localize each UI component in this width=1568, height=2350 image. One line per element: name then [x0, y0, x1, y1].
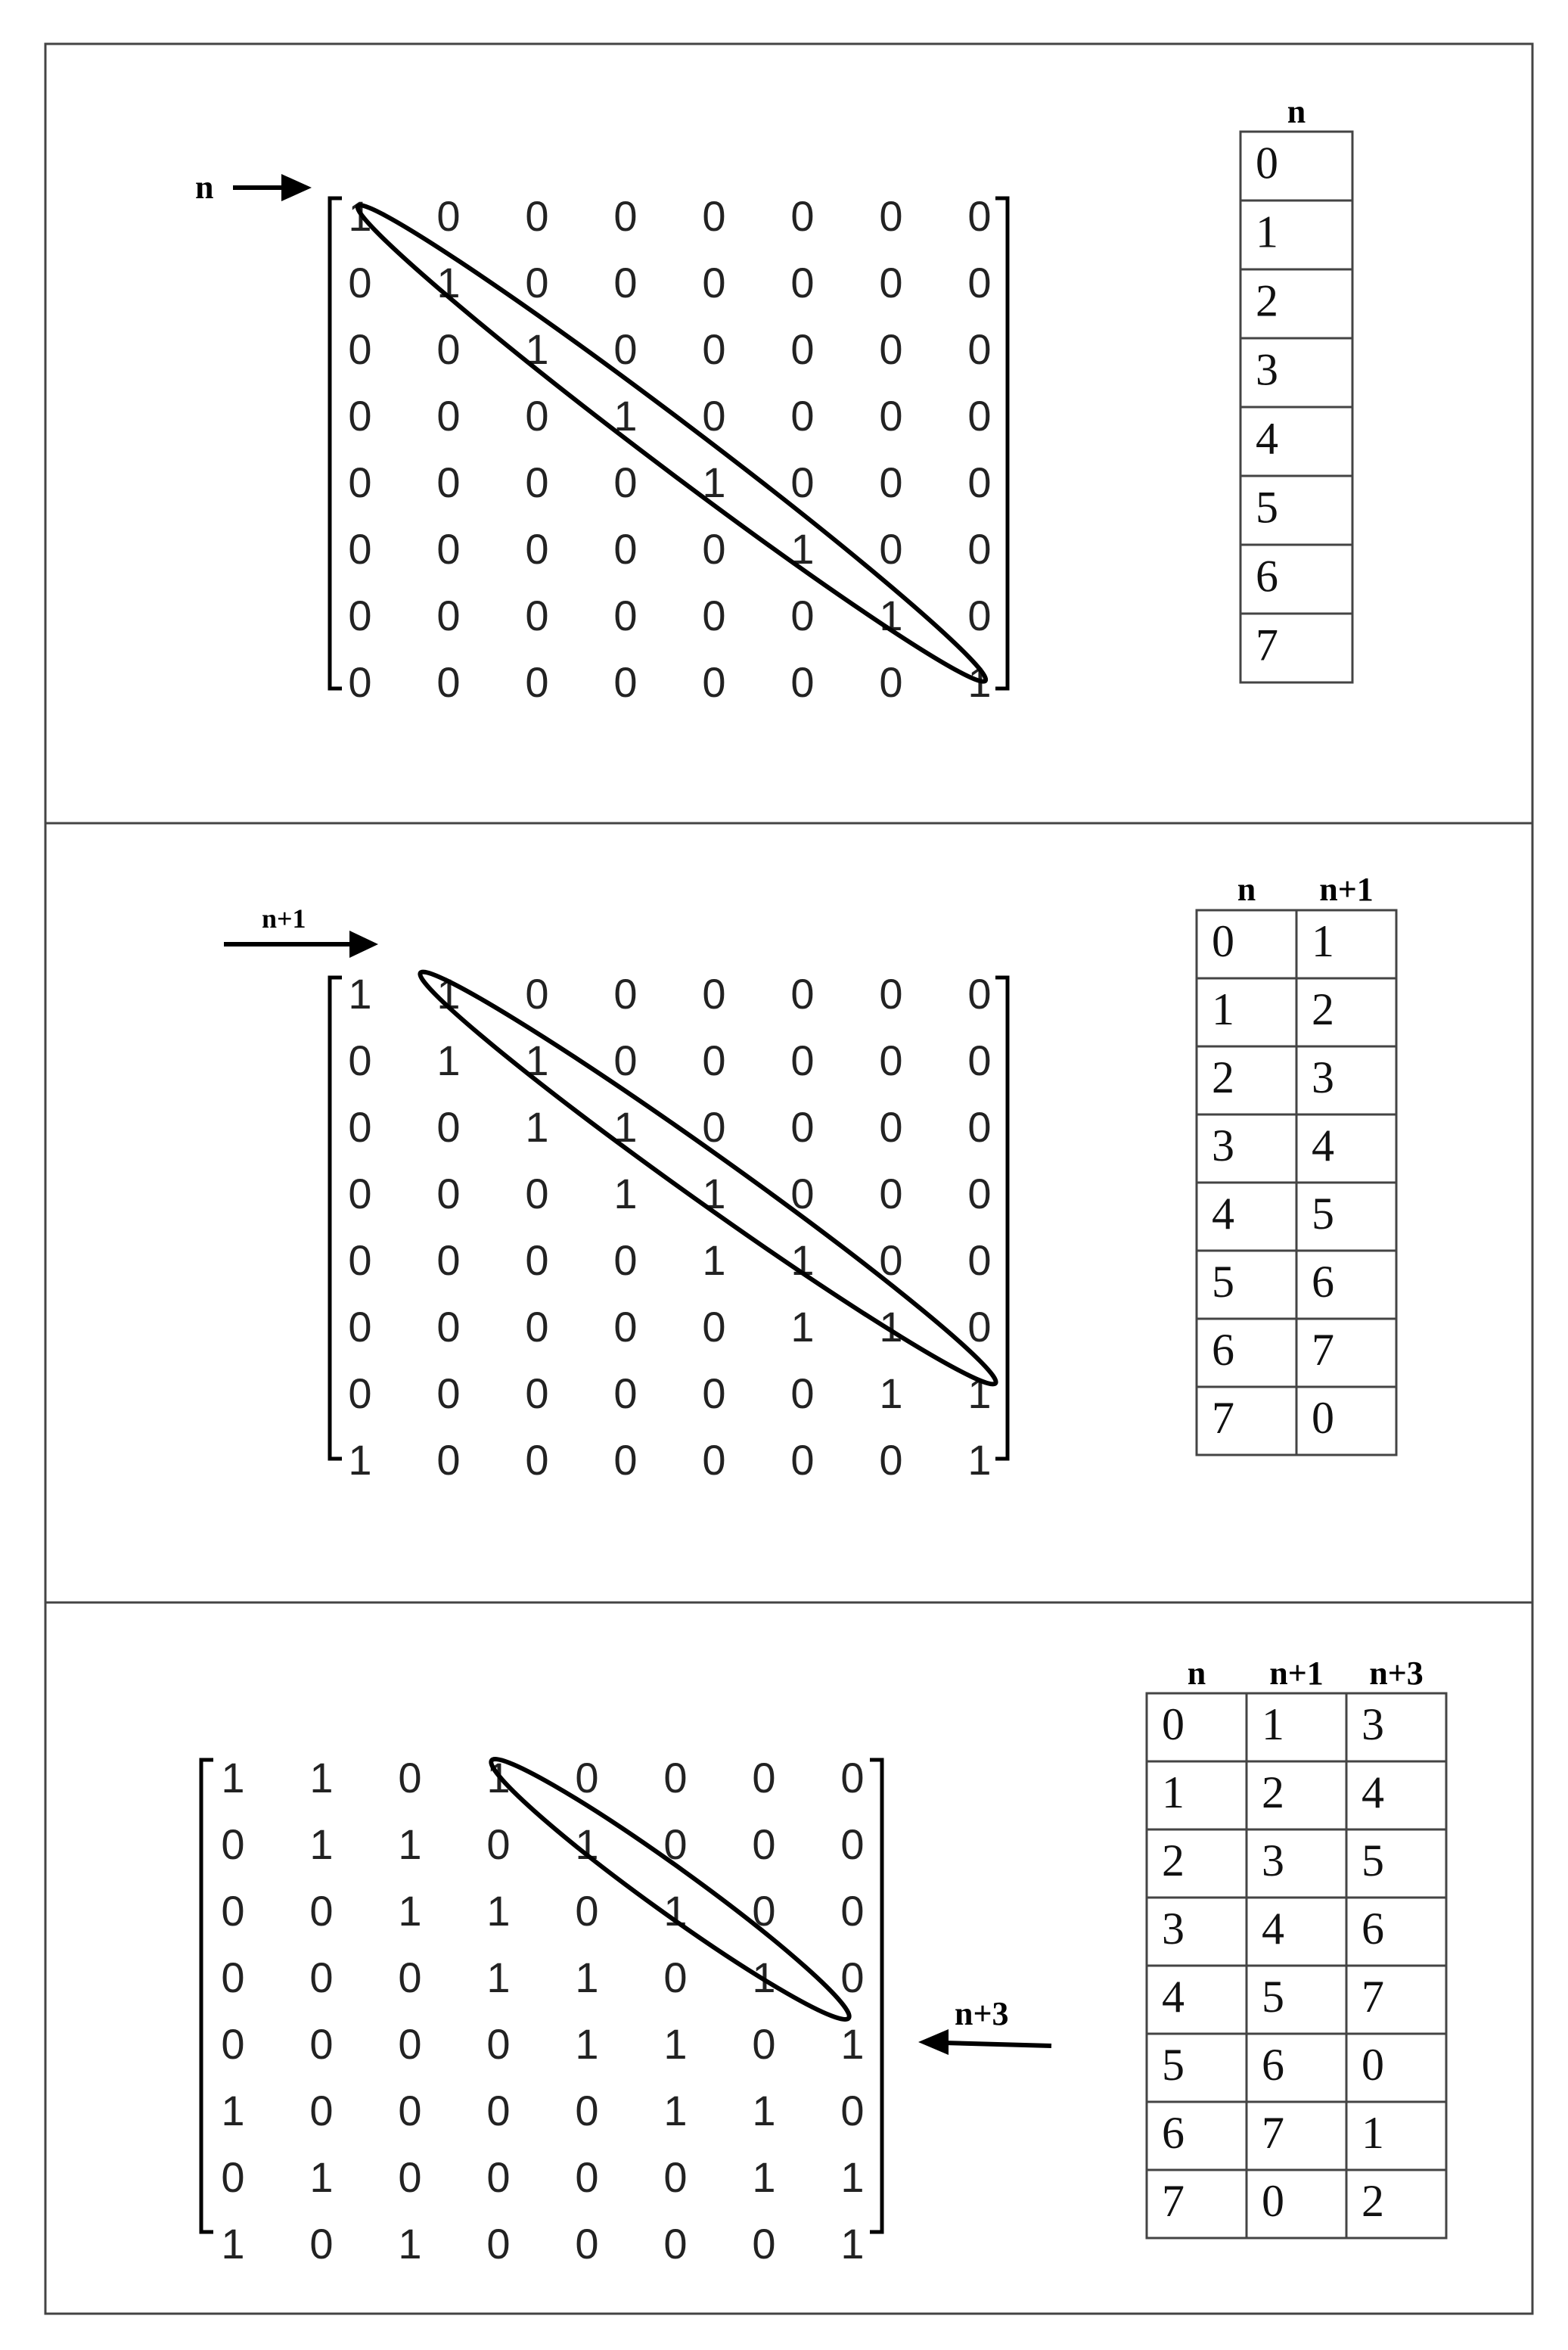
matrix-cell: 0	[790, 391, 815, 440]
matrix-cell: 0	[398, 1753, 422, 1801]
matrix-cell: 1	[967, 1369, 992, 1417]
matrix-cell: 0	[486, 2219, 511, 2268]
matrix-cell: 1	[790, 1236, 815, 1284]
matrix-cell: 1	[967, 657, 992, 706]
arrow-label-n: n	[195, 169, 214, 206]
bracket-right-1	[995, 198, 1008, 689]
matrix-cell: 1	[752, 2153, 776, 2201]
table-header: n	[1287, 93, 1306, 130]
matrix-cell: 0	[663, 1820, 688, 1868]
matrix-cell: 0	[486, 2086, 511, 2134]
table-header: n+1	[1269, 1655, 1324, 1692]
table-cell: 6	[1256, 551, 1278, 601]
matrix-cell: 1	[398, 1820, 422, 1868]
matrix-cell: 0	[790, 458, 815, 506]
matrix-cell: 1	[790, 524, 815, 573]
table-cell: 2	[1212, 1052, 1234, 1102]
matrix-cell: 0	[309, 2219, 334, 2268]
matrix-cell: 1	[879, 1302, 903, 1351]
table-cell: 4	[1312, 1120, 1334, 1170]
table-cell: 3	[1362, 1699, 1384, 1749]
table-cell: 5	[1162, 2039, 1185, 2090]
table-cell: 7	[1162, 2175, 1185, 2226]
table-cell: 0	[1162, 1699, 1185, 1749]
matrix-cell: 0	[879, 325, 903, 373]
matrix-cell: 0	[525, 1302, 549, 1351]
matrix-cell: 1	[575, 1953, 599, 2001]
matrix-cell: 0	[525, 657, 549, 706]
table-header: n+3	[1369, 1655, 1424, 1692]
matrix-1	[348, 192, 991, 706]
matrix-cell: 1	[309, 1820, 334, 1868]
matrix-cell: 0	[436, 325, 461, 373]
matrix-cell: 0	[575, 1886, 599, 1935]
table-header: n+1	[1319, 871, 1374, 908]
matrix-cell: 0	[967, 325, 992, 373]
arrow-label-n-plus-1: n+1	[262, 903, 306, 934]
matrix-cell: 0	[348, 458, 372, 506]
matrix-cell: 0	[790, 657, 815, 706]
arrow-n-plus-1	[224, 931, 378, 958]
matrix-cell: 0	[613, 191, 638, 240]
matrix-cell: 0	[702, 524, 726, 573]
table-cell: 7	[1212, 1392, 1234, 1443]
matrix-cell: 0	[436, 1102, 461, 1151]
matrix-cell: 0	[879, 1036, 903, 1084]
matrix-cell: 0	[221, 1953, 245, 2001]
panel-1	[195, 93, 1352, 706]
matrix-cell: 0	[879, 524, 903, 573]
matrix-cell: 0	[525, 1169, 549, 1217]
matrix-cell: 0	[840, 2086, 865, 2134]
matrix-cell: 1	[348, 191, 372, 240]
matrix-cell: 0	[486, 2019, 511, 2068]
table-cell: 0	[1262, 2175, 1284, 2226]
matrix-3	[221, 1754, 864, 2268]
matrix-cell: 0	[790, 1102, 815, 1151]
matrix-cell: 1	[575, 2019, 599, 2068]
matrix-cell: 0	[309, 1953, 334, 2001]
table-cell: 1	[1162, 1767, 1185, 1817]
table-cell: 4	[1212, 1188, 1234, 1239]
matrix-cell: 0	[398, 2153, 422, 2201]
matrix-cell: 0	[436, 1302, 461, 1351]
bracket-left-2	[330, 978, 342, 1459]
matrix-cell: 0	[702, 657, 726, 706]
matrix-cell: 0	[525, 258, 549, 306]
matrix-cell: 0	[967, 591, 992, 639]
matrix-cell: 0	[613, 1369, 638, 1417]
matrix-cell: 0	[967, 1236, 992, 1284]
matrix-cell: 0	[436, 1236, 461, 1284]
panel-frame-2	[45, 823, 1532, 1602]
table-cell: 5	[1262, 1971, 1284, 2022]
matrix-cell: 0	[790, 1369, 815, 1417]
matrix-cell: 1	[348, 1435, 372, 1484]
table-cell: 3	[1162, 1903, 1185, 1954]
matrix-cell: 0	[879, 969, 903, 1018]
panel-2	[224, 871, 1396, 1484]
matrix-cell: 0	[790, 325, 815, 373]
matrix-cell: 1	[398, 1886, 422, 1935]
matrix-cell: 0	[436, 1435, 461, 1484]
matrix-cell: 1	[525, 325, 549, 373]
matrix-cell: 0	[221, 2153, 245, 2201]
matrix-cell: 0	[348, 657, 372, 706]
table-cell: 4	[1362, 1767, 1384, 1817]
matrix-cell: 0	[663, 2153, 688, 2201]
matrix-cell: 0	[221, 2019, 245, 2068]
matrix-cell: 0	[398, 1953, 422, 2001]
table-cell: 7	[1312, 1324, 1334, 1375]
matrix-cell: 0	[967, 1169, 992, 1217]
matrix-cell: 0	[879, 258, 903, 306]
matrix-cell: 0	[575, 2086, 599, 2134]
matrix-cell: 1	[436, 969, 461, 1018]
table-cell: 3	[1312, 1052, 1334, 1102]
matrix-cell: 0	[221, 1886, 245, 1935]
matrix-cell: 0	[967, 391, 992, 440]
matrix-cell: 0	[790, 191, 815, 240]
matrix-cell: 0	[663, 2219, 688, 2268]
matrix-cell: 1	[663, 1886, 688, 1935]
matrix-cell: 0	[436, 1369, 461, 1417]
matrix-cell: 0	[309, 1886, 334, 1935]
matrix-cell: 1	[752, 1953, 776, 2001]
table-cell: 4	[1256, 413, 1278, 464]
matrix-cell: 0	[790, 591, 815, 639]
matrix-cell: 1	[309, 1753, 334, 1801]
table-cell: 6	[1212, 1324, 1234, 1375]
matrix-cell: 0	[348, 258, 372, 306]
matrix-cell: 0	[309, 2019, 334, 2068]
matrix-cell: 0	[436, 591, 461, 639]
matrix-cell: 0	[702, 1102, 726, 1151]
table-cell: 0	[1312, 1392, 1334, 1443]
table-cell: 4	[1262, 1903, 1284, 1954]
matrix-cell: 0	[525, 969, 549, 1018]
matrix-cell: 0	[613, 524, 638, 573]
table-cell: 2	[1362, 2175, 1384, 2226]
matrix-cell: 0	[309, 2086, 334, 2134]
table-cell: 1	[1256, 207, 1278, 257]
matrix-cell: 1	[436, 1036, 461, 1084]
matrix-cell: 1	[348, 969, 372, 1018]
table-cell: 3	[1212, 1120, 1234, 1170]
table-cell: 5	[1256, 482, 1278, 533]
matrix-cell: 0	[879, 1236, 903, 1284]
matrix-cell: 0	[436, 1169, 461, 1217]
matrix-cell: 1	[752, 2086, 776, 2134]
matrix-cell: 0	[348, 325, 372, 373]
table-cell: 1	[1312, 915, 1334, 966]
table-header: n	[1187, 1655, 1206, 1692]
matrix-cell: 0	[840, 1753, 865, 1801]
table-cell: 6	[1362, 1903, 1384, 1954]
matrix-cell: 0	[348, 1369, 372, 1417]
matrix-cell: 0	[575, 2153, 599, 2201]
matrix-cell: 0	[436, 191, 461, 240]
matrix-cell: 0	[790, 1169, 815, 1217]
table-cell: 6	[1312, 1256, 1334, 1307]
table-cell: 3	[1256, 344, 1278, 395]
matrix-cell: 0	[790, 969, 815, 1018]
table-cell: 1	[1362, 2107, 1384, 2158]
table-cell: 7	[1362, 1971, 1384, 2022]
matrix-cell: 1	[702, 458, 726, 506]
matrix-cell: 0	[967, 969, 992, 1018]
matrix-cell: 0	[613, 458, 638, 506]
matrix-cell: 0	[613, 1236, 638, 1284]
matrix-cell: 0	[790, 258, 815, 306]
table-cell: 6	[1162, 2107, 1185, 2158]
matrix-cell: 0	[525, 191, 549, 240]
matrix-cell: 0	[436, 391, 461, 440]
matrix-cell: 0	[967, 1302, 992, 1351]
table-2	[1197, 871, 1396, 1455]
matrix-cell: 0	[613, 1435, 638, 1484]
matrix-cell: 0	[840, 1886, 865, 1935]
matrix-cell: 0	[702, 391, 726, 440]
matrix-cell: 0	[752, 1820, 776, 1868]
matrix-cell: 1	[221, 2219, 245, 2268]
matrix-cell: 0	[663, 1753, 688, 1801]
matrix-cell: 0	[348, 591, 372, 639]
table-cell: 0	[1212, 915, 1234, 966]
matrix-cell: 0	[525, 591, 549, 639]
matrix-cell: 0	[525, 1236, 549, 1284]
matrix-cell: 0	[613, 591, 638, 639]
arrow-n	[233, 174, 312, 201]
matrix-cell: 0	[525, 1369, 549, 1417]
table-cell: 2	[1312, 984, 1334, 1034]
matrix-cell: 0	[879, 458, 903, 506]
matrix-cell: 0	[398, 2086, 422, 2134]
matrix-cell: 1	[486, 1753, 511, 1801]
matrix-cell: 1	[613, 1102, 638, 1151]
matrix-cell: 0	[790, 1435, 815, 1484]
matrix-cell: 0	[879, 191, 903, 240]
matrix-cell: 0	[702, 191, 726, 240]
matrix-cell: 0	[967, 258, 992, 306]
matrix-cell: 0	[525, 391, 549, 440]
table-cell: 7	[1256, 620, 1278, 670]
bracket-left-3	[201, 1760, 213, 2232]
matrix-cell: 0	[967, 524, 992, 573]
matrix-cell: 0	[967, 1036, 992, 1084]
matrix-cell: 0	[575, 1753, 599, 1801]
matrix-cell: 1	[879, 1369, 903, 1417]
matrix-cell: 0	[967, 1102, 992, 1151]
matrix-cell: 1	[525, 1036, 549, 1084]
matrix-cell: 0	[525, 1435, 549, 1484]
bracket-right-2	[995, 978, 1008, 1459]
matrix-cell: 1	[309, 2153, 334, 2201]
table-cell: 6	[1262, 2039, 1284, 2090]
bracket-left-1	[330, 198, 342, 689]
matrix-cell: 0	[702, 1302, 726, 1351]
matrix-cell: 0	[702, 258, 726, 306]
matrix-cell: 0	[840, 1820, 865, 1868]
table-cell: 7	[1262, 2107, 1284, 2158]
matrix-cell: 0	[348, 1169, 372, 1217]
matrix-cell: 0	[702, 1369, 726, 1417]
table-1	[1240, 93, 1352, 682]
matrix-cell: 0	[752, 2219, 776, 2268]
matrix-cell: 0	[702, 1036, 726, 1084]
table-cell: 2	[1262, 1767, 1284, 1817]
arrow-label-n-plus-3: n+3	[955, 1995, 1009, 2032]
table-cell: 2	[1162, 1835, 1185, 1885]
arrow-n-plus-3	[918, 2029, 1051, 2055]
table-cell: 1	[1262, 1699, 1284, 1749]
matrix-cell: 0	[613, 1302, 638, 1351]
matrix-cell: 1	[221, 2086, 245, 2134]
matrix-cell: 0	[398, 2019, 422, 2068]
matrix-cell: 0	[879, 1169, 903, 1217]
matrix-cell: 0	[613, 325, 638, 373]
matrix-cell: 0	[702, 325, 726, 373]
matrix-cell: 0	[967, 458, 992, 506]
matrix-cell: 0	[613, 969, 638, 1018]
matrix-cell: 0	[752, 1753, 776, 1801]
table-cell: 5	[1362, 1835, 1384, 1885]
matrix-cell: 0	[348, 391, 372, 440]
matrix-cell: 0	[663, 1953, 688, 2001]
matrix-cell: 0	[702, 591, 726, 639]
matrix-cell: 0	[436, 524, 461, 573]
matrix-cell: 1	[398, 2219, 422, 2268]
matrix-cell: 1	[663, 2086, 688, 2134]
table-cell: 5	[1312, 1188, 1334, 1239]
matrix-cell: 0	[879, 1435, 903, 1484]
matrix-cell: 0	[879, 657, 903, 706]
matrix-cell: 1	[702, 1169, 726, 1217]
matrix-cell: 1	[486, 1953, 511, 2001]
panel-3	[201, 1655, 1446, 2268]
matrix-cell: 0	[613, 1036, 638, 1084]
table-cell: 0	[1362, 2039, 1384, 2090]
matrix-cell: 0	[525, 458, 549, 506]
matrix-cell: 0	[525, 524, 549, 573]
matrix-cell: 1	[879, 591, 903, 639]
matrix-cell: 1	[840, 2019, 865, 2068]
matrix-cell: 0	[436, 657, 461, 706]
table-cell: 3	[1262, 1835, 1284, 1885]
matrix-cell: 0	[575, 2219, 599, 2268]
table-cell: 5	[1212, 1256, 1234, 1307]
matrix-cell: 1	[613, 1169, 638, 1217]
matrix-cell: 1	[221, 1753, 245, 1801]
matrix-cell: 1	[967, 1435, 992, 1484]
panel-frame-1	[45, 44, 1532, 823]
matrix-cell: 0	[348, 1302, 372, 1351]
matrix-cell: 0	[613, 258, 638, 306]
matrix-cell: 0	[702, 1435, 726, 1484]
matrix-cell: 1	[840, 2219, 865, 2268]
matrix-cell: 1	[525, 1102, 549, 1151]
matrix-cell: 1	[663, 2019, 688, 2068]
matrix-cell: 0	[348, 1036, 372, 1084]
panel-frame-3	[45, 1602, 1532, 2314]
bracket-right-3	[870, 1760, 882, 2232]
matrix-cell: 1	[790, 1302, 815, 1351]
matrix-cell: 0	[879, 1102, 903, 1151]
matrix-cell: 1	[486, 1886, 511, 1935]
matrix-cell: 0	[752, 1886, 776, 1935]
matrix-cell: 0	[790, 1036, 815, 1084]
matrix-cell: 1	[702, 1236, 726, 1284]
matrix-cell: 0	[486, 2153, 511, 2201]
table-cell: 1	[1212, 984, 1234, 1034]
matrix-cell: 0	[752, 2019, 776, 2068]
matrix-cell: 0	[221, 1820, 245, 1868]
matrix-cell: 0	[486, 1820, 511, 1868]
matrix-cell: 1	[436, 258, 461, 306]
matrix-cell: 0	[967, 191, 992, 240]
matrix-cell: 0	[348, 524, 372, 573]
matrix-cell: 1	[613, 391, 638, 440]
matrix-cell: 0	[702, 969, 726, 1018]
matrix-cell: 1	[840, 2153, 865, 2201]
matrix-2	[348, 970, 991, 1484]
matrix-cell: 1	[575, 1820, 599, 1868]
matrix-cell: 0	[436, 458, 461, 506]
table-cell: 2	[1256, 275, 1278, 326]
matrix-cell: 0	[879, 391, 903, 440]
table-header: n	[1237, 871, 1256, 908]
matrix-cell: 0	[613, 657, 638, 706]
matrix-cell: 0	[348, 1102, 372, 1151]
matrix-cell: 0	[840, 1953, 865, 2001]
table-cell: 4	[1162, 1971, 1185, 2022]
matrix-cell: 0	[348, 1236, 372, 1284]
table-cell: 0	[1256, 138, 1278, 188]
table-3	[1147, 1655, 1446, 2238]
